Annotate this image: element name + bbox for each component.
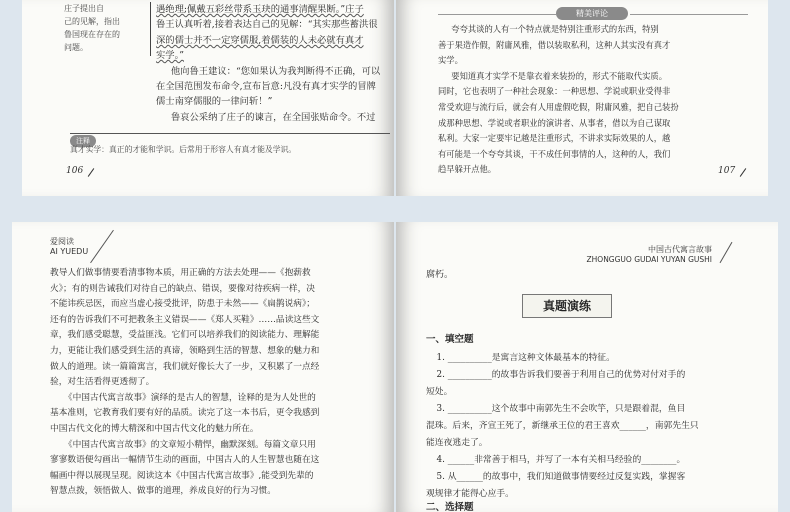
- bottom-spread: [0, 222, 790, 510]
- section-multiple-choice: 二、选择题: [426, 502, 474, 512]
- running-header-right: 中国古代寓言故事 ZHONGGUO GUDAI YUYAN GUSHI: [586, 245, 712, 264]
- question-3: 3. __________这个故事中南郭先生不会吹竽，只是跟着混，鱼目: [436, 404, 686, 414]
- question-5: 5. 从______的故事中，我们知道做事情要经过反复实践，掌握客: [436, 472, 686, 482]
- side-note-text: 庄子提出自 己的见解，指出 鲁国现在存在的 问题。: [64, 4, 120, 52]
- body-text-107: 夸夸其谈的人有一个特点就是特别注重形式的东西，特别 善于果造作假，附庸风雅，借以装取私利，这种人其实没有真才 实学。 要知道真才实学不是靠衣着来装扮的，形式不能取代实质。 同时，它也表明了一种社会现象：一种思想、学说或职业受得非 常受欢迎与流行后，就会有人用虚假吃假，附庸风雅，把自己装扮 成那种思想、学说或者职业的演讲者、从事者，借以为自己谋取 私利。大家一定要牢记越是注重形式，不讲求实际效果的人，越 有可能是一个夸夸其谈，干不成任何事情的人，这种的人，我们 趋早躲开点他。: [438, 24, 679, 175]
- page-left-bottom: [12, 222, 394, 512]
- header-rule: [90, 230, 114, 263]
- section-fill-in: 一、填空题: [426, 334, 474, 345]
- question-1: 1. __________是寓言这种文体最基本的特征。: [436, 353, 615, 363]
- header-rule-right: [720, 242, 733, 263]
- banner-line-right: [630, 14, 748, 15]
- page-number-106: 106: [66, 166, 96, 176]
- body-text-left-bottom: 教导人们做事情要看清事物本质，用正确的方法去处理——《抱薪救 火》；有的则告诫我们对待自己的缺点、错误，要像对待疾病一样，决 不能讳疾忌医，而应当虚心接受批评，防患于未然——《扁鹊说病》； 还有的告诉我们不可把教条主义错误——《郑人买鞋》……品读这些文 章，我们感受聪慧，受益匪浅。它们可以培养我们的阅读能力、理解能 力，更能让我们感受到生活的真谛，领略到生活的智慧、想象的魅力和 做人的道理。读一篇篇寓言，我们就好像长大了一步，又积累了一点经 验，对生活看得更透彻了。 《中国古代寓言故事》演绎的是古人的智慧，诠释的是为人处世的 基本准则，它教育我们要有好的品质。读完了这一本书后，更令我感到 中国古代文化的博大精深和中国古代文化的魅力所在。 《中国古代寓言故事》的文章短小精悍，幽默深刻。每篇文章只用 寥寥数语便勾画出一幅情节生动的画面，中国古人的人生智慧也随在这 幅画中得以展现呈现。阅读这本《中国古代寓言故事》,能受到先辈的 智慧点拨，领悟做人、做事的道理，养成良好的行为习惯。: [50, 268, 320, 497]
- running-header-left: 爱阅读 AI YUEDU: [50, 237, 89, 256]
- page-number-107: 107: [718, 166, 748, 176]
- question-2: 2. __________的故事告诉我们要善于利用自己的优势对付对手的: [436, 370, 686, 380]
- body-text-106: 遇绝理;佩戴五彩丝带系玉玦的通事清醒果断。”庄子 鲁王认真听着,接着表达自己的见解：“其实那些蓄洪很 深的儒士并不一定穿儒服,着儒装的人未必就有真才 实学。” 他向鲁王建议：“您如果认为我判断得不正确，可以 在全国范围发布命令,宣布旨意:凡没有真才实学的冒牌 儒士南穿儒服的一律问斩！” 鲁哀公采纳了庄子的谏言，在全国张贴命令。不过: [156, 4, 381, 123]
- page-106: [22, 0, 394, 196]
- comment-banner: 精美评论: [556, 7, 628, 20]
- exercise-banner: 真题演练: [522, 294, 612, 318]
- top-spread: [0, 0, 790, 200]
- question-4: 4. ______非常善于相马，并写了一本有关相马经验的________。: [436, 455, 686, 465]
- page-right-bottom: [396, 222, 778, 512]
- page-107: [396, 0, 768, 196]
- banner-line-left: [438, 14, 556, 15]
- carryover-line: 腐朽。: [426, 270, 454, 280]
- note-tag: 注释: [70, 135, 96, 147]
- note-divider: [70, 133, 390, 134]
- questions: 1. __________是寓言这种文体最基本的特征。 2. __________的故事告诉我们要善于利用自己的优势对付对手的 短处。 3. __________这个故事中南郭先生不会吹竽，只是跟着混，鱼目 混珠。后来，齐宣王死了，新继承王位的君王喜欢______，南郭先生只 能连夜逃走了。 4. ______非常善于相马，并写了一本有关相马经验的________。 5. 从______的故事中，我们知道做事情要经过反复实践，掌握客 观规律才能得心应手。: [426, 350, 756, 503]
- footnote: 真才实学：真正的才能和学识。后常用于形容人有真才能及学识。: [70, 145, 297, 154]
